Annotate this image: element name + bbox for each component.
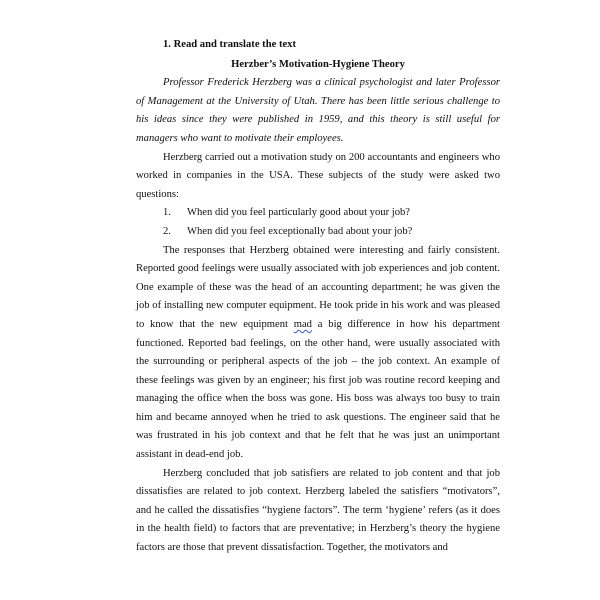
question-item	[136, 204, 500, 223]
paragraph-study: Herzberg carried out a motivation study on 200 accountants and engineers who worked in companies in the USA. These subjects of the study were asked two questions:	[136, 151, 500, 200]
spellcheck-flagged-word[interactable]: mad	[293, 318, 312, 330]
text-title: Herzber’s Motivation-Hygiene Theory	[231, 58, 405, 70]
paragraph-conclusion: Herzberg concluded that job satisfiers are related to job content and that job dissatisfies are related to job context. Herzberg labeled the satisfiers “motivators”, and he called the dissatisfies “hygiene factors”. The term ‘hygiene’ refers (as it does in the health field) to factors that are preventative; in Herzberg’s theory the hygiene factors are those that prevent dissatisfaction. Together, the motivators and	[136, 467, 500, 554]
document-page	[136, 36, 500, 558]
intro-paragraph: Professor Frederick Herzberg was a clinical psychologist and later Professor of Management at the University of Utah. There has been little serious challenge to his ideas since they were published in 1959, and this theory is still useful for managers who want to motivate their employees.	[136, 77, 500, 144]
question-text: When did you feel particularly good about your job?	[187, 207, 410, 219]
question-number: 2.	[163, 225, 171, 237]
question-number: 1.	[163, 207, 171, 219]
responses-text-end: a big difference in how his department functioned. Reported bad feelings, on the other hand, were usually associated with the surrounding or peripheral aspects of the job – the job context. An example of these feelings was given by an engineer; his first job was routine record keeping and managing the office when the boss was gone. His boss was always too busy to train him and became annoyed when he tried to ask questions. The engineer said that he was frustrated in his job context and that he felt that he was just an unimportant assistant in dead-end job.	[136, 318, 500, 461]
task-heading: 1. Read and translate the text	[163, 39, 296, 50]
question-text: When did you feel exceptionally bad about your job?	[187, 225, 413, 237]
question-item	[136, 223, 500, 242]
questions-list	[136, 204, 500, 241]
paragraph-responses	[136, 242, 500, 465]
responses-text-start: The responses that Herzberg obtained were interesting and fairly consistent. Reported good feelings were usually associated with job experiences and job content. One example of these was the head of an accounting department; he was given the job of installing new computer equipment. He took pride in his work and was pleased to know that the new equipment	[136, 244, 500, 330]
